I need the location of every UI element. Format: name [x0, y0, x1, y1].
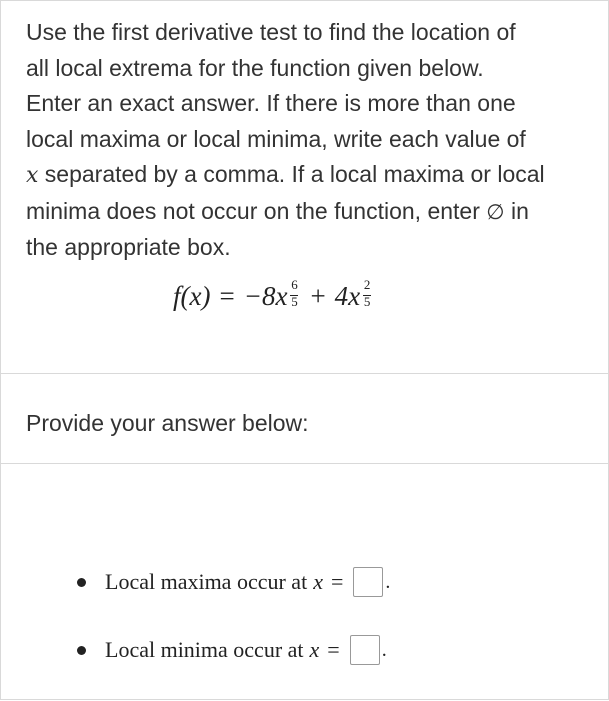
question-line: local maxima or local minima, write each value of: [26, 125, 526, 152]
question-line: the appropriate box.: [26, 234, 231, 260]
term1-exponent: $\frac{6}{5}$: [291, 277, 298, 309]
local-minima-row: [77, 630, 387, 670]
provide-label: Provide your answer below:: [26, 410, 309, 436]
question-line: Use the first derivative test to find the location of: [26, 19, 516, 45]
plus-sign: +: [310, 281, 326, 311]
question-line: all local extrema for the function given below.: [26, 54, 484, 81]
empty-set-symbol: ∅: [486, 199, 505, 224]
provide-section: [1, 374, 608, 464]
local-maxima-input[interactable]: [353, 567, 383, 597]
term2-base: 4x: [334, 281, 361, 311]
term1-base: −8x: [243, 281, 288, 311]
bullet-icon: [77, 646, 86, 655]
local-maxima-row: [77, 562, 390, 602]
function-name: f: [173, 281, 181, 311]
period: .: [381, 638, 387, 661]
function-arg: (x): [180, 281, 211, 311]
local-minima-input[interactable]: [350, 635, 380, 665]
question-section: [1, 1, 608, 374]
variable-x: x: [309, 637, 320, 662]
equals-sign: =: [219, 281, 235, 311]
question-line: Enter an exact answer. If there is more than one: [26, 90, 516, 116]
answer-section: [1, 464, 608, 701]
question-text: [26, 15, 596, 266]
variable-x: x: [313, 569, 323, 594]
equals-sign: =: [330, 569, 344, 594]
period: .: [385, 570, 391, 593]
local-minima-label: Local minima occur at: [105, 637, 304, 662]
local-maxima-label: Local maxima occur at: [105, 569, 308, 594]
question-line: minima does not occur on the function, enter ∅ in: [26, 197, 529, 224]
function-equation: [173, 277, 374, 341]
variable-x: x: [26, 163, 39, 188]
term2-exponent: $\frac{2}{5}$: [363, 277, 371, 309]
question-line: x separated by a comma. If a local maxima or local: [26, 161, 545, 188]
equals-sign: =: [327, 637, 340, 662]
bullet-icon: [77, 578, 86, 587]
